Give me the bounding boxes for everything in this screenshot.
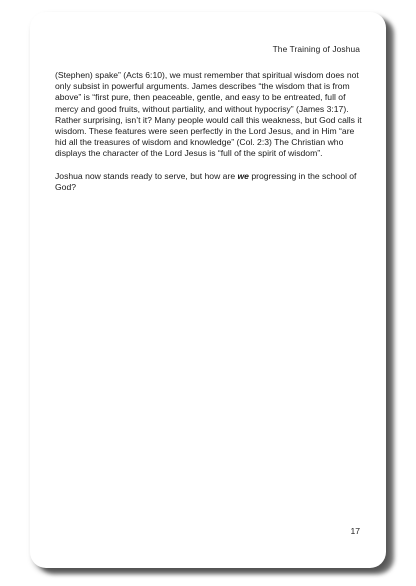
- paragraph-2-start: Joshua now stands ready to serve, but how are: [55, 170, 238, 181]
- body-text: [55, 70, 365, 204]
- book-page: [30, 12, 386, 568]
- emphasis-we: we: [237, 170, 249, 181]
- page-number: 17: [350, 526, 360, 536]
- paragraph-2: [55, 171, 365, 193]
- paragraph-1: (Stephen) spake” (Acts 6:10), we must remember that spiritual wisdom does not only subsist in powerful arguments. James describes “the wisdom that is from above” is “first pure, then peaceable, gentle, and easy to be entreated, full of mercy and good fruits, without partiality, and without hypocrisy” (James 3:17). Rather surprising, isn’t it? Many people would call this weakness, but God calls it wisdom. These features were seen perfectly in the Lord Jesus, and in Him “are hid all the treasures of wisdom and knowledge” (Col. 2:3) The Christian who displays the character of the Lord Jesus is “full of the spirit of wisdom”.: [55, 70, 362, 159]
- paragraph-2-end: progressing in the school of God?: [55, 170, 357, 192]
- running-head: The Training of Joshua: [272, 44, 360, 54]
